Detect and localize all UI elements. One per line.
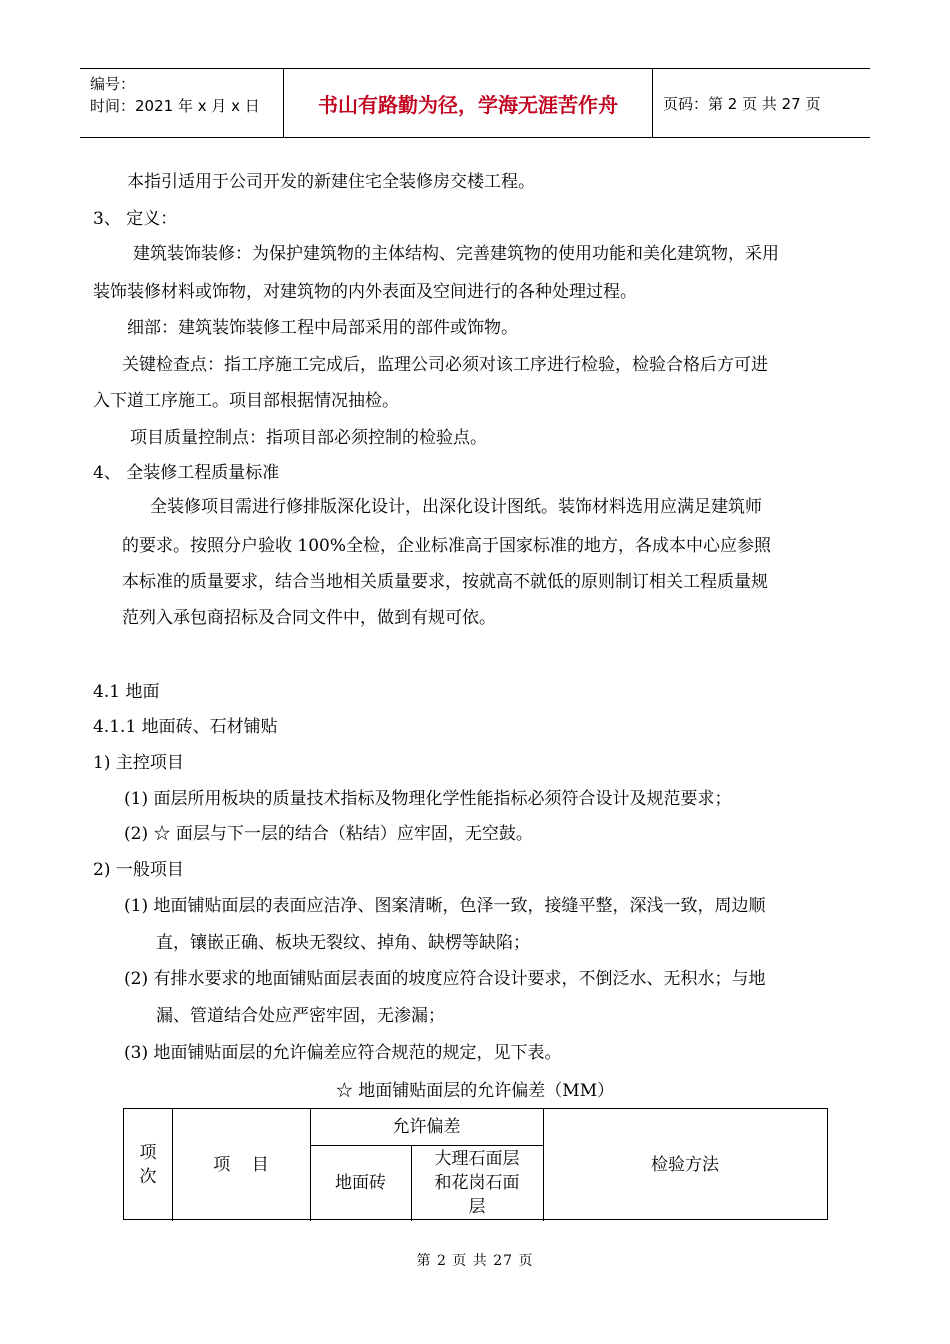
table-caption: ☆ 地面铺贴面层的允许偏差（MM） — [335, 1081, 615, 1101]
table-header-item: 项 目 — [213, 1155, 269, 1175]
section-4-1-1-heading: 4.1.1 地面砖、石材铺贴 — [93, 717, 278, 737]
document-date: 时间：2021 年 x 月 x 日 — [90, 97, 260, 115]
general-item-1-line2: 直，镶嵌正确、板块无裂纹、掉角、缺楞等缺陷； — [156, 933, 530, 953]
general-items-heading: 2) 一般项目 — [93, 860, 184, 880]
table-header-marble-granite: 大理石面层 和花岗石面 层 — [434, 1149, 520, 1217]
table-header-floor-tile: 地面砖 — [335, 1173, 386, 1193]
definition-control-point: 项目质量控制点：指项目部必须控制的检验点。 — [130, 428, 487, 448]
general-item-1-line1: (1) 地面铺贴面层的表面应洁净、图案清晰，色泽一致，接缝平整，深浅一致，周边顺 — [124, 896, 766, 916]
definition-checkpoint-line1: 关键检查点：指工序施工完成后，监理公司必须对该工序进行检验，检验合格后方可进 — [122, 355, 768, 375]
general-item-2-line2: 漏、管道结合处应严密牢固，无渗漏； — [156, 1006, 445, 1026]
deviation-table — [123, 1108, 828, 1220]
quality-standard-line1: 全装修项目需进行修排版深化设计，出深化设计图纸。装饰材料选用应满足建筑师 — [150, 497, 762, 517]
general-item-3: (3) 地面铺贴面层的允许偏差应符合规范的规定，见下表。 — [124, 1043, 562, 1063]
main-items-heading: 1) 主控项目 — [93, 753, 184, 773]
main-item-2: (2) ☆ 面层与下一层的结合（粘结）应牢固，无空鼓。 — [124, 824, 533, 844]
table-header-allowed-deviation: 允许偏差 — [392, 1117, 461, 1137]
header-motto: 书山有路勤为径，学海无涯苦作舟 — [283, 69, 653, 137]
definition-checkpoint-line2: 入下道工序施工。项目部根据情况抽检。 — [93, 391, 399, 411]
section-3-heading: 3、 定义： — [93, 209, 178, 229]
definition-decoration-line1: 建筑装饰装修：为保护建筑物的主体结构、完善建筑物的使用功能和美化建筑物，采用 — [133, 244, 779, 264]
table-header-inspection-method: 检验方法 — [651, 1155, 719, 1175]
general-item-2-line1: (2) 有排水要求的地面铺贴面层表面的坡度应符合设计要求，不倒泛水、无积水；与地 — [124, 969, 766, 989]
definition-decoration-line2: 装饰装修材料或饰物，对建筑物的内外表面及空间进行的各种处理过程。 — [93, 282, 637, 302]
section-4-1-heading: 4.1 地面 — [93, 682, 160, 702]
definition-detail: 细部：建筑装饰装修工程中局部采用的部件或饰物。 — [127, 318, 518, 338]
quality-standard-line3: 本标准的质量要求，结合当地相关质量要求，按就高不就低的原则制订相关工程质量规 — [122, 572, 768, 592]
header-page-info: 页码：第 2 页 共 27 页 — [663, 94, 821, 113]
document-header — [80, 68, 870, 138]
header-left-cell — [80, 69, 283, 137]
quality-standard-line4: 范列入承包商招标及合同文件中，做到有规可依。 — [122, 608, 496, 628]
document-number-label: 编号： — [90, 75, 136, 93]
table-header-index: 项 次 — [139, 1143, 157, 1187]
scope-paragraph: 本指引适用于公司开发的新建住宅全装修房交楼工程。 — [127, 172, 535, 192]
main-item-1: (1) 面层所用板块的质量技术指标及物理化学性能指标必须符合设计及规范要求； — [124, 789, 732, 809]
quality-standard-line2: 的要求。按照分户验收 100%全检，企业标准高于国家标准的地方，各成本中心应参照 — [122, 536, 772, 556]
section-4-heading: 4、 全装修工程质量标准 — [93, 463, 280, 483]
page-footer: 第 2 页 共 27 页 — [416, 1253, 534, 1269]
